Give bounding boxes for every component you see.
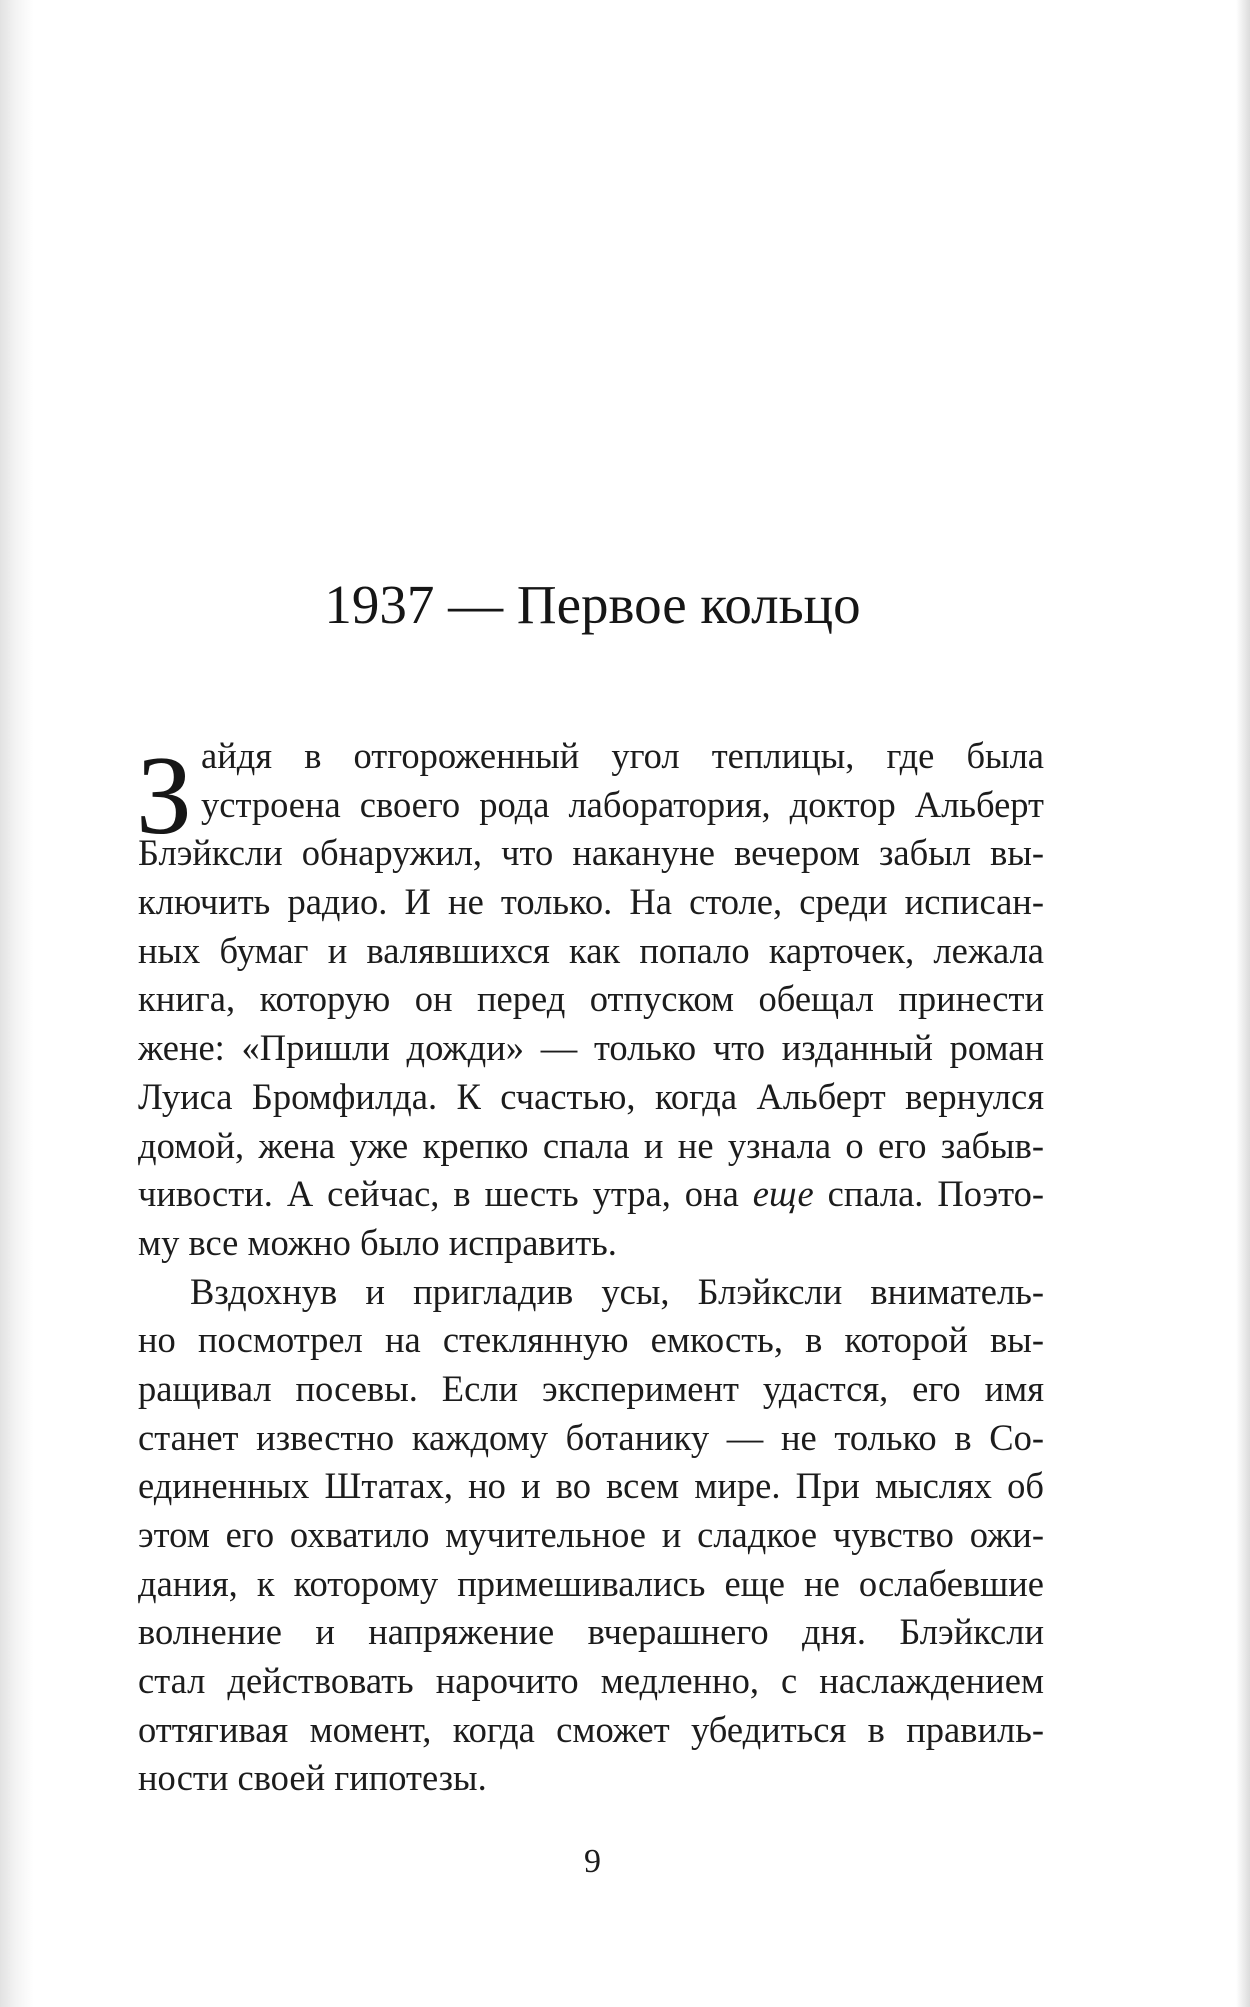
paragraph-1-line: жене: «Пришли дожди» — только что изданный роман xyxy=(138,1027,1044,1069)
paragraph-2-line: оттягивая момент, когда сможет убедиться в правиль- xyxy=(138,1708,1044,1750)
paragraph-2-line: ращивал посевы. Если эксперимент удастся, его имя xyxy=(138,1367,1044,1409)
paragraph-2-line: этом его охватило мучительное и сладкое чувство ожи- xyxy=(138,1514,1044,1555)
paragraph-1-last-line: му все можно было исправить. xyxy=(138,1221,617,1263)
paragraph-2-last-line: ности своей гипотезы. xyxy=(138,1757,487,1799)
paragraph-2-line: станет известно каждому ботанику — не только в Со- xyxy=(138,1416,1044,1458)
line-text: чивости. А сейчас, в шесть утра, она xyxy=(138,1173,753,1215)
paragraph-2-line: дания, к которому примешивались еще не ослабевшие xyxy=(138,1562,1044,1604)
page-number: 9 xyxy=(584,1843,601,1880)
paragraph-1-line: книга, которую он перед отпуском обещал принести xyxy=(138,978,1044,1020)
paragraph-2-line: Вздохнув и пригладив усы, Блэйксли вниматель- xyxy=(190,1270,1044,1312)
line-text: спала. Поэто- xyxy=(813,1173,1044,1215)
paragraph-1-line: домой, жена уже крепко спала и не узнала о его забыв- xyxy=(138,1124,1044,1166)
paragraph-1-line: Луиса Бромфилда. К счастью, когда Альберт вернулся xyxy=(138,1075,1044,1117)
paragraph-2-line: волнение и напряжение вчерашнего дня. Блэйксли xyxy=(138,1611,1044,1653)
page-gutter-shadow-left xyxy=(0,0,34,2007)
chapter-title: 1937 — Первое кольцо xyxy=(324,574,861,635)
body-text xyxy=(138,732,1044,1803)
paragraph-1-line: Блэйксли обнаружил, что накануне вечером забыл вы- xyxy=(138,832,1044,874)
paragraph-1-line: ключить радио. И не только. На столе, среди исписан- xyxy=(138,881,1044,923)
paragraph-1-line-with-italic xyxy=(138,1170,1044,1219)
paragraph-1-line: айдя в отгороженный угол теплицы, где была xyxy=(201,735,1044,776)
paragraph-2-line: стал действовать нарочито медленно, с наслаждением xyxy=(138,1660,1044,1702)
paragraph-1-line: устроена своего рода лаборатория, доктор Альберт xyxy=(201,783,1044,825)
paragraph-2-line: но посмотрел на стеклянную емкость, в которой вы- xyxy=(138,1319,1044,1361)
italic-word: еще xyxy=(752,1173,814,1215)
paragraph-2-line: единенных Штатах, но и во всем мире. При мыслях об xyxy=(138,1465,1044,1507)
paragraph-1-line: ных бумаг и валявшихся как попало карточек, лежала xyxy=(138,929,1044,971)
page-edge-shadow-right xyxy=(1236,0,1250,2007)
drop-cap-letter: З xyxy=(136,734,193,858)
